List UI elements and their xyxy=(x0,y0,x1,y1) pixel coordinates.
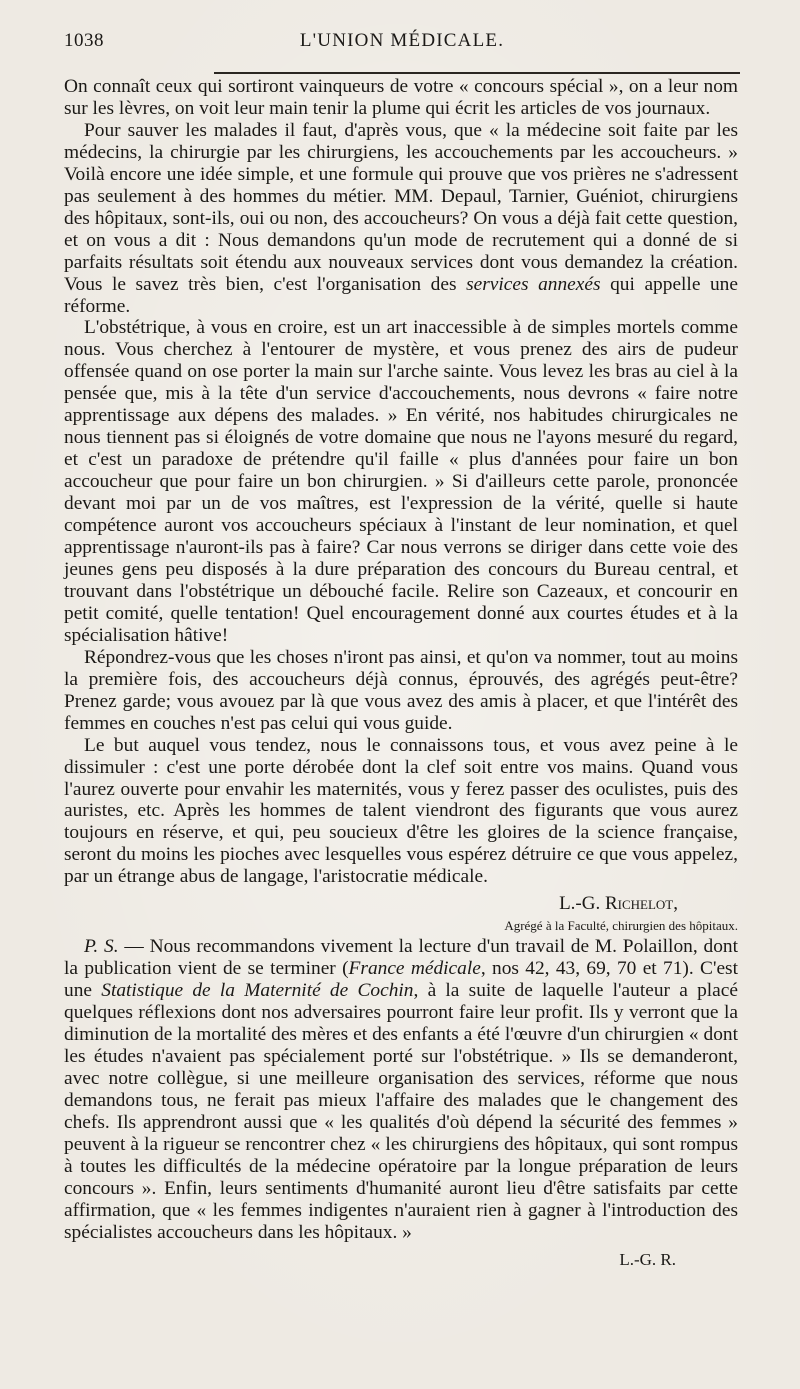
author-surname: Richelot, xyxy=(604,893,678,915)
author-signature xyxy=(64,892,738,916)
paragraph-2-text: Pour sauver les malades il faut, d'après vous, que « la médecine soit faite par les médecins, la chirurgie par les chirurgiens, les accouchements par les accoucheurs. » Voilà encore une idée simple, et une formule qui prouve que vos prières ne s'adressent pas seulement à des hommes du métier. MM. Depaul, Tarnier, Guéniot, chirurgiens des hôpitaux, sont-ils, oui ou non, des accoucheurs? On vous a déjà fait cette question, et on vous a dit : Nous demandons qu'un mode de recrutement qui a donné de si parfaits résultats soit étendu aux nouveaux services dont vous demandez la création. Vous le savez très bien, c'est l'organisation des xyxy=(64,119,738,295)
italic-statistique-title: Statistique de la Maternité de Cochin xyxy=(101,980,414,1002)
italic-france-medicale: France médicale xyxy=(348,958,481,980)
author-affiliation: Agrégé à la Faculté, chirurgien des hôpitaux. xyxy=(504,918,738,934)
article-paragraph-5: Le but auquel vous tendez, nous le connaissons tous, et vous avez peine à le dissimuler : c'est une porte dérobée dont la clef soit entre vos mains. Quand vous l'aurez ouverte pour envahir les maternités, vous y ferez passer des oculistes, puis des auristes, etc. Après les hommes de talent viendront des figurants que vous aurez toujours en réserve, et qui, peu soucieux d'être les gloires de la science française, seront du moins les pioches avec lesquelles vous espérez détruire ce que vous appelez, par un étrange abus de langage, l'aristocratie médicale. xyxy=(64,734,738,888)
article-paragraph-2 xyxy=(64,120,738,318)
postscript-text-2: , nos 42, 43, 69, 70 et 71). C'est une xyxy=(64,958,738,1002)
article-body xyxy=(64,76,738,1272)
italic-services-annexes: services annexés xyxy=(466,273,601,295)
postscript-signature: L.-G. R. xyxy=(619,1249,676,1269)
article-paragraph-1: On connaît ceux qui sortiront vainqueurs de votre « concours spécial », on a leur nom sur les lèvres, on voit leur main tenir la plume qui écrit les articles de vos journaux. xyxy=(64,76,738,119)
postscript-text-1: — Nous recommandons vivement la lecture d'un travail de M. Polaillon, dont la publication vient de se terminer ( xyxy=(64,936,738,980)
article-paragraph-3: L'obstétrique, à vous en croire, est un art inaccessible à de simples mortels comme nous. Vous cherchez à l'entourer de mystère, et vous prenez des airs de pudeur offensée quand on ose porter la main sur l'arche sainte. Vous levez les bras au ciel à la pensée que, mis à la tête d'un service d'accouchements, nous devrons « faire notre apprentissage aux dépens des malades. » En vérité, nos habitudes chirurgicales ne nous tiennent pas si éloignés de votre domaine que nous ne l'ayons mesuré du regard, et c'est un paradoxe de prétendre qu'il faille « plus d'années pour faire un bon accoucheur que pour faire un bon chirurgien. » Si d'ailleurs cette parole, prononcée devant moi par un de vos maîtres, est l'expression de la vérité, quelle si haute compétence auront vos accoucheurs spéciaux à l'instant de leur nomination, et quel apprentissage n'auront-ils pas à faire? Car nous verrons se diriger dans cette voie des jeunes gens peu disposés à la dure préparation des concours du Bureau central, et trouvant dans l'obstétrique un débouché facile. Relire son Cazeaux, et concourir en petit comité, quelle tentation! Quel encouragement donné aux courtes études et à la spécialisation hâtive! xyxy=(64,317,738,646)
journal-title: L'UNION MÉDICALE. xyxy=(299,30,505,51)
article-paragraph-4: Répondrez-vous que les choses n'iront pas ainsi, et qu'on va nommer, tout au moins la première fois, des accoucheurs déjà connus, éprouvés, des agrégés peut-être? Prenez garde; vous avouez par là que vous avez des amis à placer, et que l'intérêt des femmes en couches n'est pas celui qui vous guide. xyxy=(64,646,738,734)
postscript-paragraph xyxy=(64,936,738,1243)
header-rule xyxy=(214,72,740,74)
page-number: 1038 xyxy=(64,30,104,51)
author-initials: L.-G. xyxy=(559,893,605,915)
postscript-text-3: , à la suite de laquelle l'auteur a placé quelques réflexions dont nos adversaires pourront faire leur profit. Ils y verront que la diminution de la mortalité des mères et des enfants a été l'œuvre d'un chirurgien « dont les études n'avaient pas spécialement porté sur l'obstétrique. » Ils se demanderont, avec notre collègue, si une meilleure organisation des services, réforme que nous demandons tous, ne ferait pas mieux l'affaire des malades que le changement des chefs. Ils apprendront aussi que « les qualités d'où dépend la sécurité des femmes » peuvent à la rigueur se rencontrer chez « les chirurgiens des hôpitaux, qui sont rompus à toutes les difficultés de la médecine opératoire par la longue préparation de leurs concours ». Enfin, leurs sentiments d'humanité auront lieu d'être satisfaits par cette affirmation, que « les femmes indigentes n'auraient rien à gagner à l'introduction des spécialistes accoucheurs dans les hôpitaux. » xyxy=(64,980,738,1243)
postscript-label: P. S. xyxy=(84,936,119,958)
running-head xyxy=(64,30,740,60)
paragraph-2-tail: qui appelle une réforme. xyxy=(64,273,738,317)
